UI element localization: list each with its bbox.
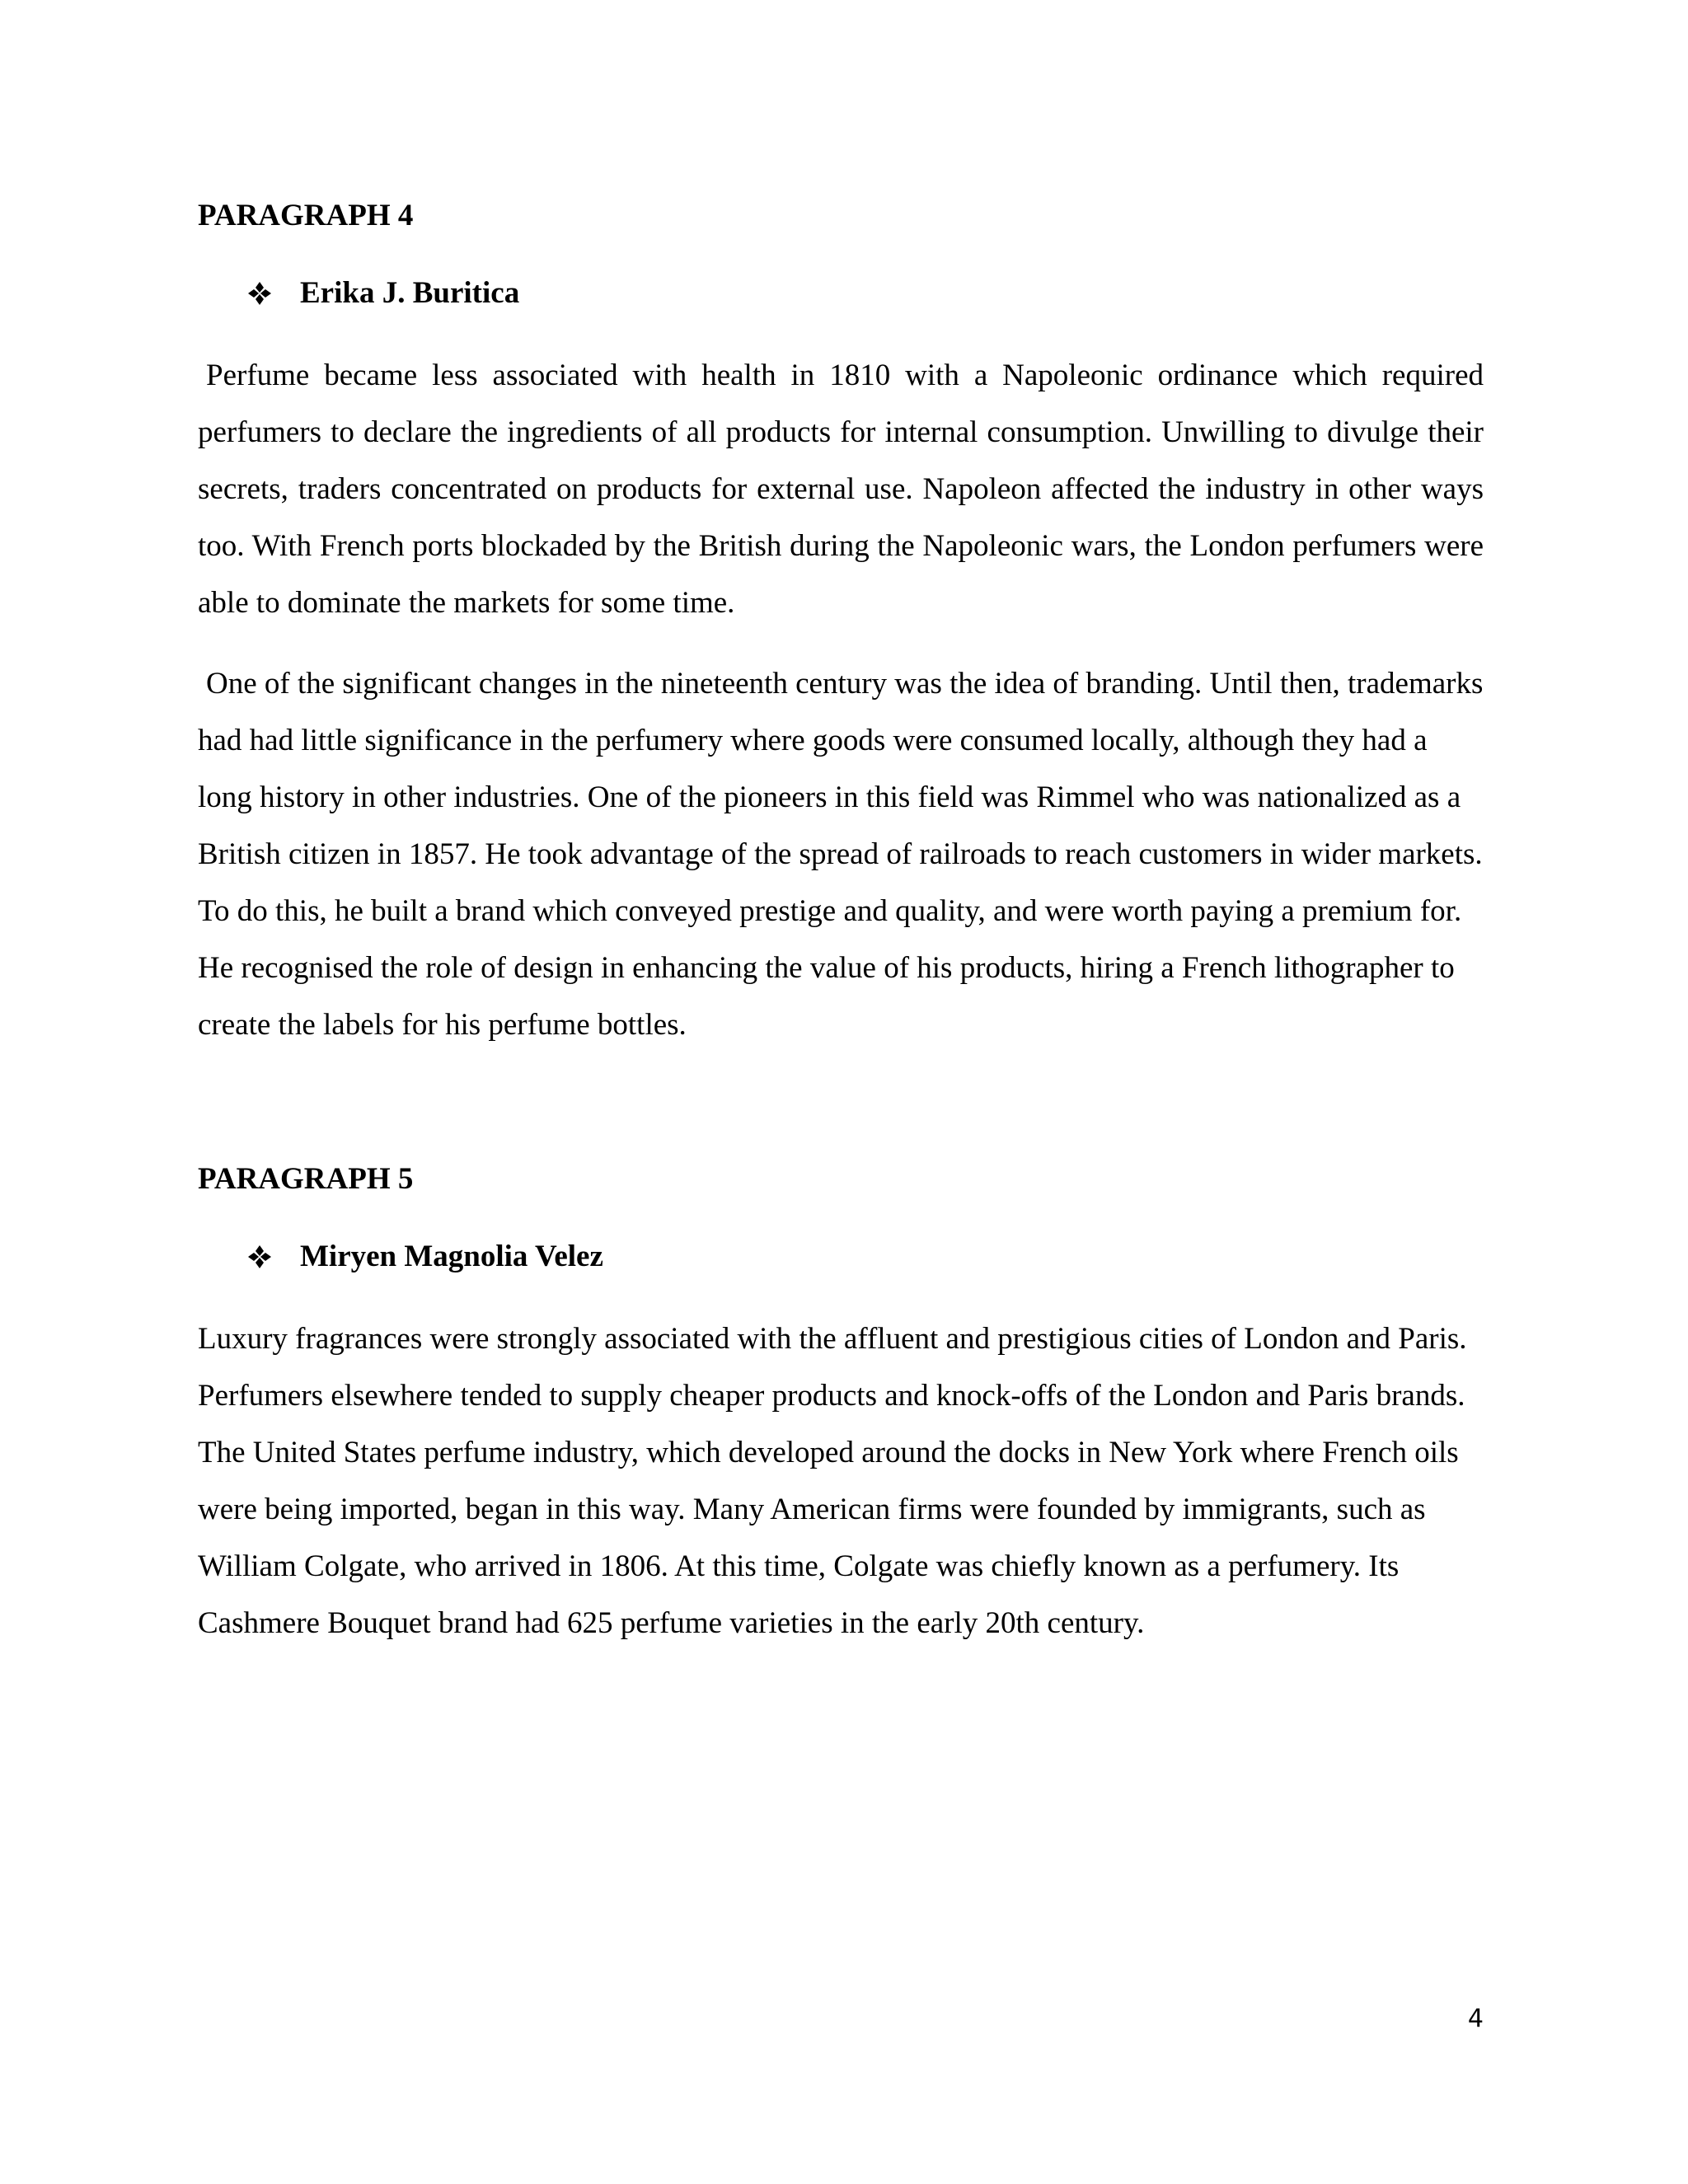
author-name: Erika J. Buritica xyxy=(300,276,520,310)
four-diamond-bullet-icon xyxy=(247,281,272,306)
four-diamond-bullet-icon xyxy=(247,1244,272,1269)
page-number: 4 xyxy=(1467,2004,1484,2033)
body-paragraph-5: Luxury fragrances were strongly associated with the affluent and prestigious cities of London and Paris. Perfumers elsewhere tended to supply cheaper products and knock-offs of the London and Paris brands. The United States perfume industry, which developed around the docks in New York where French oils were being imported, began in this way. Many American firms were founded by immigrants, such as William Colgate, who arrived in 1806. At this time, Colgate was chiefly known as a perfumery. Its Cashmere Bouquet brand had 625 perfume varieties in the early 20th century. xyxy=(198,1322,1467,1640)
body-paragraph-4a: Perfume became less associated with health in 1810 with a Napoleonic ordinance which required perfumers to declare the ingredients of all products for internal consumption. Unwilling to divulge their secrets, traders concentrated on products for external use. Napoleon affected the industry in other ways too. With French ports blockaded by the British during the Napoleonic wars, the London perfumers were able to dominate the markets for some time. xyxy=(198,359,1484,620)
body-paragraph-4b: One of the significant changes in the nineteenth century was the idea of branding. Until then, trademarks had had little significance in the perfumery where goods were consumed locally, although they had a long history in other industries. One of the pioneers in this field was Rimmel who was nationalized as a British citizen in 1857. He took advantage of the spread of railroads to reach customers in wider markets. To do this, he built a brand which conveyed prestige and quality, and were worth paying a premium for. He recognised the role of design in enhancing the value of his products, hiring a French lithographer to create the labels for his perfume bottles. xyxy=(198,667,1484,1042)
section-heading-paragraph-4: PARAGRAPH 4 xyxy=(198,199,414,232)
section-heading-paragraph-5: PARAGRAPH 5 xyxy=(198,1162,414,1196)
author-line-miryen xyxy=(247,1239,603,1275)
author-line-erika xyxy=(247,275,519,312)
author-name: Miryen Magnolia Velez xyxy=(300,1240,603,1273)
